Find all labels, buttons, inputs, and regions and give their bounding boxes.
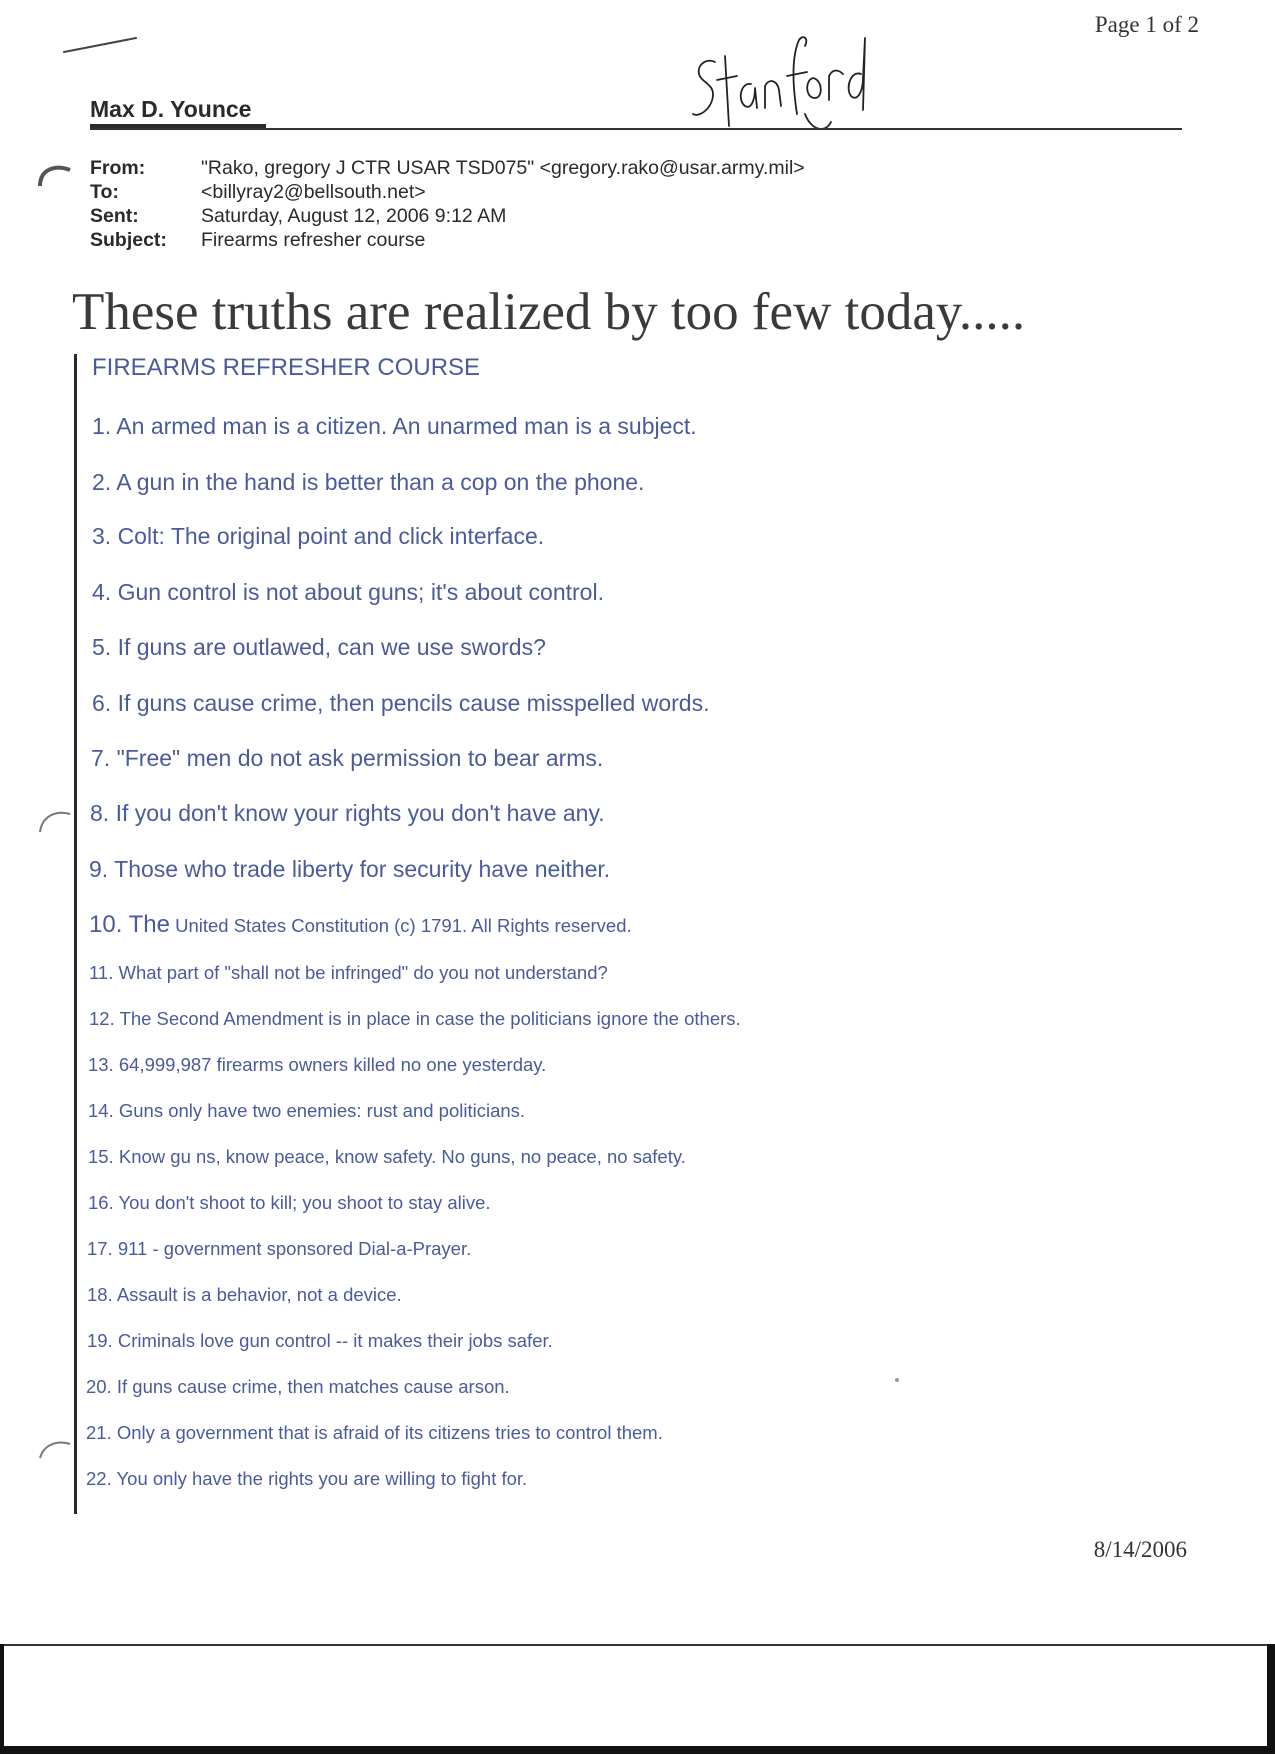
footer-date: 8/14/2006 [1093, 1537, 1187, 1562]
list-item-rest: United States Constitution (c) 1791. All Rights reserved. [175, 915, 632, 936]
list-item: 22. You only have the rights you are willing to fight for. [86, 1468, 528, 1489]
list-item: 13. 64,999,987 firearms owners killed no one yesterday. [88, 1054, 547, 1075]
course-title: FIREARMS REFRESHER COURSE [92, 354, 481, 381]
scan-edge-left [0, 1644, 4, 1754]
pen-stroke-mark [62, 36, 142, 56]
scan-edge-right [1267, 1644, 1275, 1754]
sent-value: Saturday, August 12, 2006 9:12 AM [201, 205, 507, 227]
list-item: 1. An armed man is a citizen. An unarmed man is a subject. [92, 413, 697, 439]
page-number: Page 1 of 2 [1094, 12, 1199, 37]
list-item: 12. The Second Amendment is in place in case the politicians ignore the others. [89, 1008, 741, 1029]
list-item: 3. Colt: The original point and click interface. [92, 523, 545, 549]
email-sent-row [90, 204, 805, 228]
list-item: 20. If guns cause crime, then matches cause arson. [86, 1376, 510, 1397]
scan-edge-bottom [0, 1746, 1275, 1754]
list-item: 8. If you don't know your rights you don't have any. [90, 800, 605, 826]
quote-bar [74, 354, 77, 1514]
list-item: 19. Criminals love gun control -- it makes their jobs safer. [87, 1330, 553, 1351]
subject-label: Subject: [90, 229, 167, 251]
list-item: 9. Those who trade liberty for security have neither. [89, 856, 611, 882]
scan-speck [895, 1378, 899, 1382]
email-subject-row [90, 228, 805, 252]
list-item: 6. If guns cause crime, then pencils cause misspelled words. [92, 690, 710, 716]
list-item: 15. Know gu ns, know peace, know safety. No guns, no peace, no safety. [88, 1146, 686, 1167]
to-label: To: [90, 181, 119, 203]
from-value: "Rako, gregory J CTR USAR TSD075" <gregory.rako@usar.army.mil> [201, 157, 805, 179]
subject-value: Firearms refresher course [201, 229, 426, 251]
punch-hole-mark [36, 1434, 74, 1464]
list-item: 16. You don't shoot to kill; you shoot to stay alive. [88, 1192, 491, 1213]
list-item: 7. "Free" men do not ask permission to bear arms. [91, 745, 604, 771]
list-item: 21. Only a government that is afraid of its citizens tries to control them. [86, 1422, 663, 1443]
header-rule [90, 128, 1182, 130]
list-item: 14. Guns only have two enemies: rust and politicians. [88, 1100, 526, 1121]
to-value: <billyray2@bellsouth.net> [201, 181, 426, 203]
list-item: 2. A gun in the hand is better than a cop on the phone. [92, 469, 645, 495]
email-from-row [90, 156, 805, 180]
handwritten-annotation [685, 18, 885, 136]
list-item: 4. Gun control is not about guns; it's about control. [92, 579, 604, 605]
list-item: 11. What part of "shall not be infringed" do you not understand? [89, 962, 608, 983]
list-item: 18. Assault is a behavior, not a device. [87, 1284, 402, 1305]
scan-bottom-band [0, 1644, 1275, 1756]
punch-hole-mark [36, 160, 74, 190]
list-item [89, 911, 632, 939]
sender-name: Max D. Younce [90, 96, 252, 122]
from-label: From: [90, 157, 146, 179]
email-to-row [90, 180, 805, 204]
list-item-lead: 10. The [89, 911, 170, 938]
punch-hole-mark [36, 806, 74, 836]
email-header [90, 156, 805, 252]
list-item: 17. 911 - government sponsored Dial-a-Prayer. [87, 1238, 472, 1259]
list-item: 5. If guns are outlawed, can we use swords? [92, 634, 546, 660]
headline: These truths are realized by too few today..... [72, 283, 1026, 341]
sent-label: Sent: [90, 205, 139, 227]
